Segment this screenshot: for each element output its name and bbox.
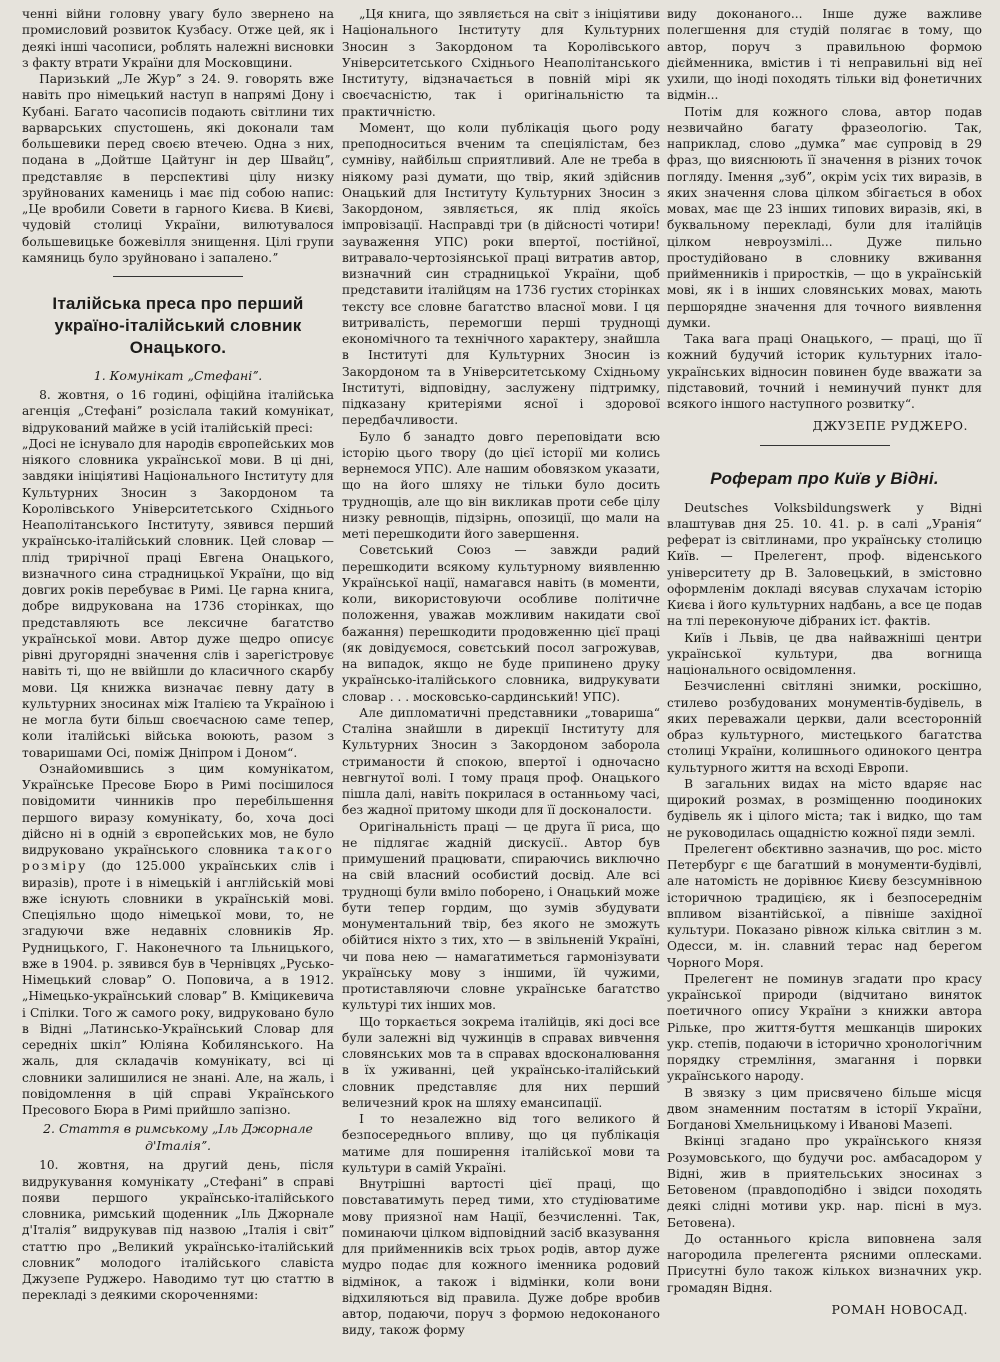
divider [113, 276, 243, 277]
section-subheading: 2. Стаття в римському „Іль Джорнале д'Італіяˮ. [43, 1121, 313, 1154]
paragraph: Прелегент не поминув згадати про красу української природи (відчитано виняток поетичного опису України з книжки автора Рільке, про життя-буття мешканців широких укр. степів, подаючи в історично хронологічним порядку стремління, змагання і порвки українського народу. [667, 971, 982, 1084]
section-subheading: 1. Комунікат „Стефаніˮ. [93, 368, 263, 383]
divider [760, 445, 890, 446]
paragraph: виду доконаного... Інше дуже важливе полегшення для студій полягає в тому, що автор, поруч з правильною формою дієйменника, вмістив і ті неправильні від неї ухили, що іноді походять тільки від фонетичних відмін... [667, 7, 982, 103]
author-signature: РОМАН НОВОСАД. [831, 1301, 968, 1317]
paragraph: Що торкається зокрема італійців, які досі все були залежні від чужинців в справах вивчення словянських мов та в справах вдосконалювання в їх уживанні, цей українсько-італійський словник представляє для них перший величезний крок на шляху емансипації. [342, 1014, 660, 1110]
paragraph: Така вага праці Онацького, — праці, що її кожний будучий історик культурних італо-українських відносин повинен буде вважати за підставовий, точний і неминучий пункт для всякого іншого наступного розвитку“. [667, 332, 982, 411]
paragraph: В звязку з цим присвячено більше місця двом знаменним постатям в історії України, Богданові Хмельницькому і Иванові Мазепі. [667, 1085, 982, 1132]
paragraph: Але дипломатичні представники „товариша“ Сталіна знайшли в дирекції Інституту для Культурних Зносин з Закордоном заборола стриманости й спокою, впертої і одночасно невгнутої волі. І тому праця проф. Онацького пішла далі, навіть покрилася в останньому часі, без жадної притому шкоди для її досконалости. [342, 705, 660, 818]
paragraph: В загальних видах на місто вдаряє нас щирокий розмах, в розміщенню поодиноких будівель як і цілого міста; так і видко, що там не руководилась ощадністю кожної пяди землі. [667, 776, 982, 840]
paragraph: Паризький „Ле Журˮ з 24. 9. говорять вже навіть про німецький наступ в напрямі Дону і Кубані. Багато часописів подають світлини тих варварських спустошень, які доконали там большевики перед своєю втечею. Одна з них, подана в „Дойтше Цайтунг ін дер Швайцˮ, представляє в перспективі цілу низку зруйнованих камениць і має під собою напис: „Це вробили Совети в гарного Києва. В Києві, чудовій столиці України, вилютувалося большевицьке божевілля знищення. Цілі групи камяниць було зруйновано і запалено.ˮ [22, 72, 334, 265]
article-heading: Італійська преса про перший україно-італійський словник Онацького. [52, 294, 304, 357]
column-left [22, 6, 334, 1304]
paragraph: Оригінальність праці — це друга її риса, що не підлягає жадній дискусії.. Автор був примушений працювати, спираючись виключно на свій власний особистий досвід. Але всі труднощі були вміло поборено, і Онацький може бути тепер гордим, що зумів збудувати монументальний твір, без якого не зможуть обійтися ніхто з тих, хто — в звільненій Україні, чи пова нею — намагатиметься гармонізувати українську мову з іншими, їй чужими, протиставляючи словне українське багатство культурі тих інших мов. [342, 819, 660, 1013]
paragraph: 8. жовтня, о 16 годині, офіційна італійська агенція „Стефаніˮ розіслала такий комунікат, відрукований майже в усій італійській пресі: [22, 388, 334, 435]
text-span: (до 125.000 українських слів і виразів), проте і в німецькій і англійській мові вже існують словники в українській мові. Спеціяльно щодо німецької мови, то, не згадуючи вже недавніх словників Яр. Рудницького, Г. Наконечного та Ільницького, вже в 1904. р. зявився був в Чернівцях „Русько-Німецький словарˮ О. Поповича, а в 1912. „Німецько-український словарˮ В. Кміцикевича і Спілки. Того ж самого року, видруковано було в Відні „Латинсько-Український Словар для середніх шкілˮ Юліяна Кобилянського. На жаль, для складачів комунікату, всі ці словники залишилися не знані. Але, на жаль, і повідомлення в цій справі Українського Пресового Бюра в Римі прийшло запізно. [22, 859, 334, 1117]
paragraph [22, 761, 334, 1119]
author-signature: ДЖУЗЕПЕ РУДЖЕРО. [812, 418, 968, 434]
paragraph: 10. жовтня, на другий день, після видрукування комунікату „Стефаніˮ в справі появи першого українсько-італійського словника, римський щоденник „Іль Джорнале д'Італіяˮ видрукував під назвою „Італія і світˮ статтю про „Великий українсько-італійський словникˮ молодого італійського славіста Джузепе Руджеро. Наводимо тут цю статтю в перекладі з деякими скороченнями: [22, 1158, 334, 1303]
paragraph: І то незалежно від того великого й безпосереднього впливу, що ця публікація матиме для поширення італійської мови та культури в самій Україні. [342, 1112, 660, 1175]
paragraph: Прелегент обєктивно зазначив, що рос. місто Петербург є ще багатший в монументи-будівлі, але натомість не дорівнює Києву безсумнівною історичною традицією, як і безпосереднім впливом візантійської, а півніше західної культури. Показано рівнож кілька світлин з м. Одесси, м. ін. славний терас над берегом Чорного Моря. [667, 841, 982, 970]
paragraph: Київ і Львів, це два найважніші центри української культури, два вогнища національного освідомлення. [667, 630, 982, 677]
paragraph: Момент, що коли публікація цього роду преподноситься вченим та спеціялістам, без сумніву, найбільш сприятливий. Але не треба в ніякому разі думати, що твір, який здійснив Онацький для Інституту Культурних Зносин з Закордоном, зявляється, як плід якоїсь імпровізації. Насправді три (в дійсності чотири! зауваження УПС) роки впертої, постійної, витравало-чертозіянської праці витратив автор, визначний син страдницької України, щоб представити італійцям на 1736 густих сторінках тексту все словне багатство власної мови. І ця витривалість, перемогши перші труднощі економічного та технічного характеру, знайшла в Інституті для Культурних Зносин із Закордоном та в Університетському Східньому Інституті, відповідну, заслужену підтримку, підказану критеріями ясної і здорової передбачливости. [342, 120, 660, 428]
paragraph: ченні війни головну увагу було звернено на промисловий розвиток Кузбасу. Отже цей, як і деякі інші часописи, роблять належні висновки з факту втрати України для Московщини. [22, 7, 334, 70]
paragraph: Безчисленні світляні знимки, роскішно, стилево розбудованих монументів-будівель, в яких переважали церкви, дали всесторонній образ культурного, мистецького багатства столиці України, колишнього одинокого центра культурного життя на всході Европи. [667, 679, 982, 775]
spaced-text: такого розміру [22, 843, 334, 874]
paragraph: До останнього крісла виповнена заля нагородила прелегента рясними оплесками. Присутні було також кількох визначних укр. громадян Відня. [667, 1231, 982, 1295]
quoted-paragraph: „Досі не існувало для народів європейських мов ніякого словника української мови. В ці дні, завдяки ініціятиві Національного Інституту для Культурних Зносин з Закордоном та Королівського Університетського Східнього Неаполітанського Інституту, зявився перший українсько-італійський словник. Цей словар — плід трирічної праці Евгена Онацького, визначного сина страдницької України, що від довгих років перебуває в Римі. Це гарна книга, добре видрукована на 1736 сторінках, що представляють все лексичне багатство української мови. Автор дуже щедро описує рівні другорядні значення слів і зарегістровує навіть ті, що не ввійшли до класичного скарбу мови. Ця книжка визначає певну дату в культурних зносинах між Італією та Україною і не могла бути більш своєчасною саме тепер, коли італійські війська воюють, разом з товаришами Осі, поміж Дніпром і Доном“. [22, 436, 334, 760]
paragraph: Внутрішні вартості цієї праці, що повставатимуть перед тими, хто студіюватиме мову приязної нам Нації, безчисленні. Так, поминаючи цілком відповідний засіб вказування для прийменників всіх трьох родів, автор дуже мудро подає для кожного іменника родовий відмінок, а також і відмінки, коли вони відхиляються від правила. Дуже добре вробив автор, подаючи, поруч з формою недоконаного виду, також форму [342, 1177, 660, 1338]
paragraph: Вкінці згадано про українського князя Розумовського, що будучи рос. амбасадором у Відні, жив в приятельських зносинах з Бетовеном (правдоподібно і звідси походять деякі слідні мотиви укр. нар. пісні в муз. Бетовена). [667, 1134, 982, 1230]
column-middle [342, 6, 660, 1339]
paragraph: Deutsches Volksbildungswerk у Відні влаштував дня 25. 10. 41. р. в салі „Уранія“ реферат із світлинами, про українську столицю Київ. — Прелегент, проф. віденського університету др В. Заловецький, в змістовно оформленім докладі вясував слухачам історію Києва і його культурних надбань, а все це подав на тлі переконуюче дібраних іст. фактів. [667, 500, 982, 629]
column-right [667, 6, 982, 1318]
article-heading: Роферат про Київ у Відні. [710, 468, 939, 488]
paragraph: Совєтський Союз — завжди радий перешкодити всякому культурному виявленню Української нації, намагався навіть (в моменти, коли, використовуючи особливе політичне положення, уважав можливим накидати свої бажання) перешкодити продовженню цієї праці (як довідуємося, совєтський посол загрожував, на випадок, якщо не буде припинено друку українсько-італійського словника, видрукувати словар . . . московсько-сардинський! УПС). [342, 543, 660, 704]
paragraph: Потім для кожного слова, автор подав незвичайно багату фразеологію. Так, наприклад, слово „думкаˮ має супровід в 29 фраз, що вияснюють її значення в різних точок погляду. Імення „зубˮ, окрім усіх тих виразів, в яких значення слова цілком збігається в обох мовах, має ще 23 інших типових виразів, які, в буквальному перекладі, були для італійців цілком невроузмілі... Дуже пильно простудійовано в словнику вживання прийменників і приростків, — що в українській мові, як і в інших словянських мовах, мають першорядне значення для точного виявлення думки. [667, 104, 982, 330]
paragraph: „Ця книга, що зявляється на світ з ініціятиви Національного Інституту для Культурних Зносин з Закордоном та Королівського Університетського Східнього Неаполітанського Інституту, відзначається в повній мірі як своєчасністю, так і оригінальністю та практичністю. [342, 7, 660, 119]
text-span: Ознайомившись з цим комунікатом, Українське Пресове Бюро в Римі посішилося повідомити чинників про перебільшення першого виразу комунікату, бо, хоча досі дійсно ні в одній з європейських мов, не було видруковано українського словника [22, 761, 334, 857]
paragraph: Було б занадто довго переповідати всю історію цього твору (до цієї історії ми колись вернемося УПС). Але нашим обовязком указати, що на його шляху не тільки було досить труднощів, але що він викликав проти себе цілу низку ревнощів, підзірнь, опозиції, що мали на меті перешкодити його завершення. [342, 429, 660, 541]
